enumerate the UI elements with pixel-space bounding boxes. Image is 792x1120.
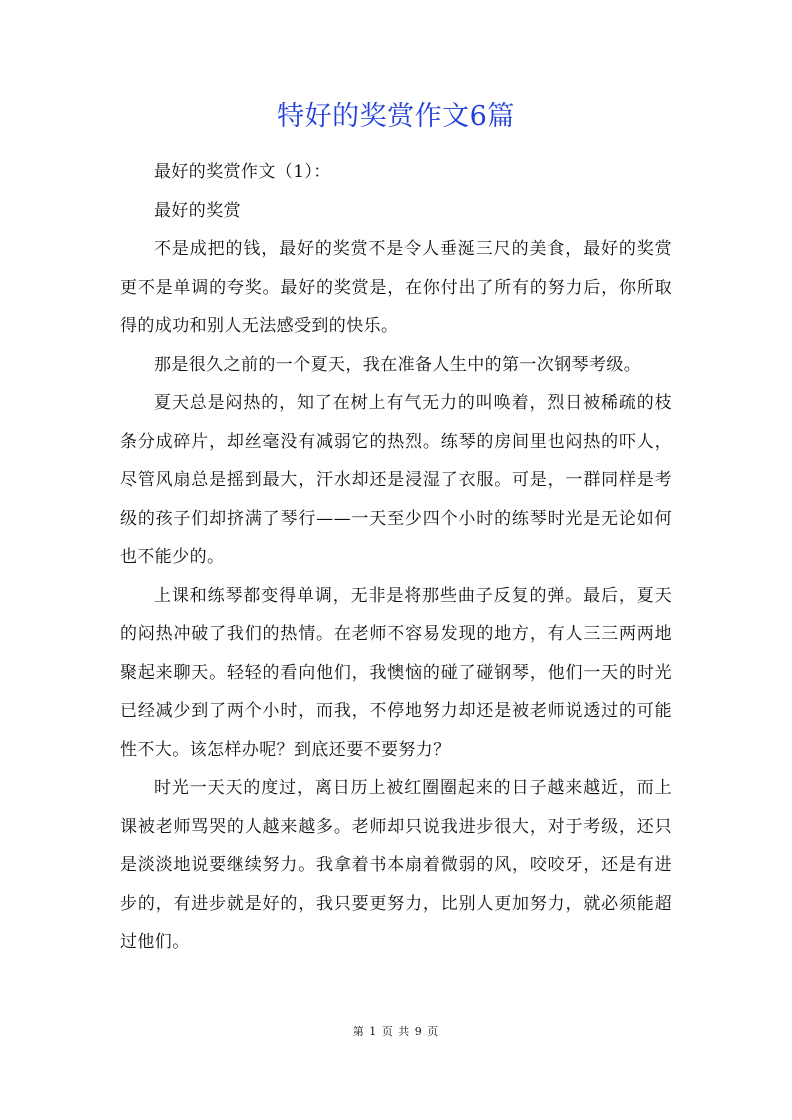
document-body — [120, 153, 672, 962]
paragraph: 上课和练琴都变得单调，无非是将那些曲子反复的弹。最后，夏天的闷热冲破了我们的热情。在老师不容易发现的地方，有人三三两两地聚起来聊天。轻轻的看向他们，我懊恼的碰了碰钢琴，他们一天的时光已经减少到了两个小时，而我，不停地努力却还是被老师说透过的可能性不大。该怎样办呢？到底还要不要努力？ — [120, 585, 672, 760]
paragraph-section-heading: 最好的奖赏作文（1）： — [154, 162, 331, 182]
page-footer: 第 1 页 共 9 页 — [352, 1025, 440, 1038]
document-title: 特好的奖赏作文6篇 — [277, 101, 515, 132]
paragraph: 夏天总是闷热的，知了在树上有气无力的叫唤着，烈日被稀疏的枝条分成碎片，却丝毫没有减弱它的热烈。练琴的房间里也闷热的吓人，尽管风扇总是摇到最大，汗水却还是浸湿了衣服。可是，一群同样是考级的孩子们却挤满了琴行——一天至少四个小时的练琴时光是无论如何也不能少的。 — [120, 393, 672, 567]
paragraph: 那是很久之前的一个夏天，我在准备人生中的第一次钢琴考级。 — [154, 354, 642, 375]
paragraph-essay-title: 最好的奖赏 — [154, 200, 241, 221]
paragraph: 时光一天天的度过，离日历上被红圈圈起来的日子越来越近，而上课被老师骂哭的人越来越多。老师却只说我进步很大，对于考级，还只是淡淡地说要继续努力。我拿着书本扇着微弱的风，咬咬牙，还是有进步的，有进步就是好的，我只要更努力，比别人更加努力，就必须能超过他们。 — [120, 778, 672, 952]
paragraph: 不是成把的钱，最好的奖赏不是令人垂涎三尺的美食，最好的奖赏更不是单调的夸奖。最好的奖赏是，在你付出了所有的努力后，你所取得的成功和别人无法感受到的快乐。 — [120, 239, 672, 336]
